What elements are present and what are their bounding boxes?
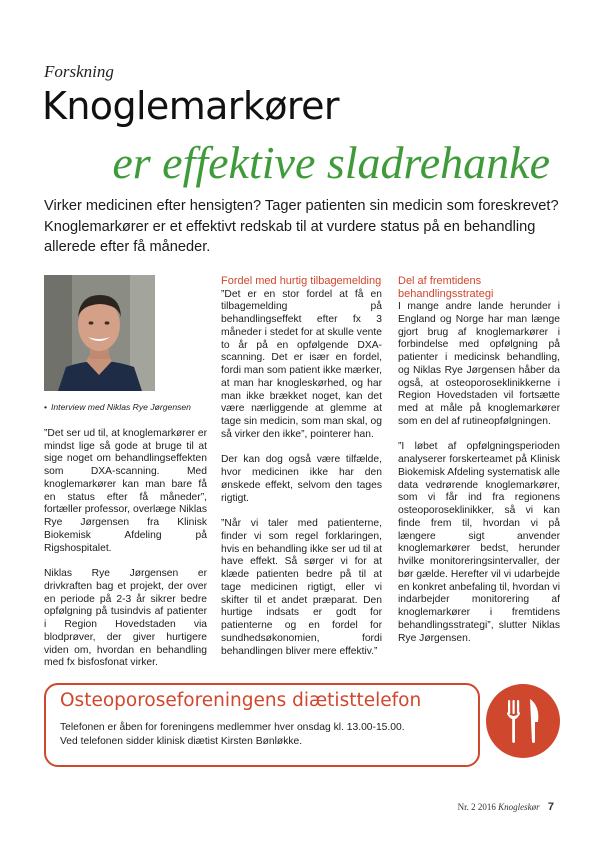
article-title: Knoglemarkører xyxy=(42,84,339,128)
box-title: Osteoporoseforeningens diætisttelefon xyxy=(60,690,422,711)
column-1 xyxy=(44,275,207,683)
body-paragraph: ”I løbet af opfølgningsperioden analyserer forskerteamet på Klinisk Biokemisk Afdeling systematisk alle data vedrørende knoglemarkører, som vi får ind fra regionens osteoporoseklinikker, så vi kan finde frem til, hvordan vi på længere sigt anvender knoglemarkører bedst, herunder hvilke monitoreringsintervaller, der bør gælde. Herefter vil vi udarbejde en konkret anbefaling til, hvordan vi indarbejder monitorering af knoglemarkører i fremtidens behandlingsstrategi”, slutter Niklas Rye Jørgensen. xyxy=(398,441,560,644)
publication-name: Knogleskør xyxy=(498,802,540,812)
page-number: 7 xyxy=(547,801,554,813)
issue-label: Nr. 2 2016 xyxy=(457,802,496,812)
box-text xyxy=(60,721,470,748)
portrait-photo xyxy=(44,275,155,391)
subheading: Del af fremtidens behandlingsstrategi xyxy=(398,275,494,300)
article-lead: Virker medicinen efter hensigten? Tager patienten sin medicin som foreskrevet? Knoglemarkører er et effektivt redskab til at vurdere status på en behandling allerede efter få måneder. xyxy=(44,198,559,255)
subheading: Fordel med hurtig tilbagemelding xyxy=(221,275,382,287)
body-paragraph: Der kan dog også være tilfælde, hvor medicinen ikke har den ønskede effekt, selvom den tages rigtigt. xyxy=(221,454,382,504)
body-paragraph: ”Det ser ud til, at knoglemarkører er mindst lige så gode at bruge til at sige noget om behandlingseffekten som DXA-scanning. Med knoglemarkører kan man bare få en status efter få måneder”, fortæller professor, overlæge Niklas Rye Jørgensen fra Klinisk Biokemisk Afdeling på Rigshospitalet. xyxy=(44,427,207,554)
body-paragraph: Niklas Rye Jørgensen er drivkraften bag et projekt, der over en periode på 2-3 år sikrer bedre opfølgning på tusindvis af patienter i Region Hovedstaden via blodprøver, der giver hurtigere viden om, hvordan en behandling med fx bisfosfonat virker. xyxy=(44,568,207,669)
portrait-illustration xyxy=(44,275,155,391)
body-paragraph: ”Det er en stor fordel at få en tilbagemelding på behandlingseffekt efter fx 3 måneder i stedet for at skulle vente to år på en opfølgende DXA-scanning. Det er især en fordel, fordi man som patient ikke mærker, at man har knogleskørhed, og har man ikke brækket noget, kan det være nærliggende at glemme at tage sin medicin, som man skal, og så virker den ikke”, pointerer han. xyxy=(221,288,382,440)
page-footer xyxy=(458,801,554,813)
body-paragraph: I mange andre lande herunder i England og Norge har man længe gjort brug af knoglemarkører i forbindelse med opfølgning på patienter i medicinsk behandling, og Niklas Rye Jørgensen håber da også, at osteoporoseklinikkerne i Region Hovedstaden vil fortsætte med at måle på knoglemarkører som en del af rutineopfølgningen. xyxy=(398,301,560,427)
section-kicker: Forskning xyxy=(44,62,114,81)
photo-caption: • Interview med Niklas Rye Jørgensen xyxy=(44,402,191,412)
bullet-icon: • xyxy=(44,402,48,412)
column-2 xyxy=(221,275,382,671)
dietitian-phone-box xyxy=(44,683,480,767)
box-line: Ved telefonen sidder klinisk diætist Kirsten Bønløkke. xyxy=(60,735,303,747)
article-subtitle: er effektive sladrehanke xyxy=(112,137,550,188)
column-3 xyxy=(398,275,560,658)
fork-knife-badge xyxy=(486,684,560,758)
body-paragraph: ”Når vi taler med patienterne, finder vi som regel forklaringen, hvis en behandling ikke ser ud til at have effekt. Så sørger vi for at klæde patienten bedre på til at tage medicinen rigtigt, eller vi skifter til et andet præparat. Den hurtige indsats er godt for patienterne og en fordel for sundhedsøkonomien, fordi behandlingen bliver mere effektiv.” xyxy=(221,518,382,657)
fork-knife-icon xyxy=(486,684,560,758)
box-line: Telefonen er åben for foreningens medlemmer hver onsdag kl. 13.00-15.00. xyxy=(60,722,405,733)
